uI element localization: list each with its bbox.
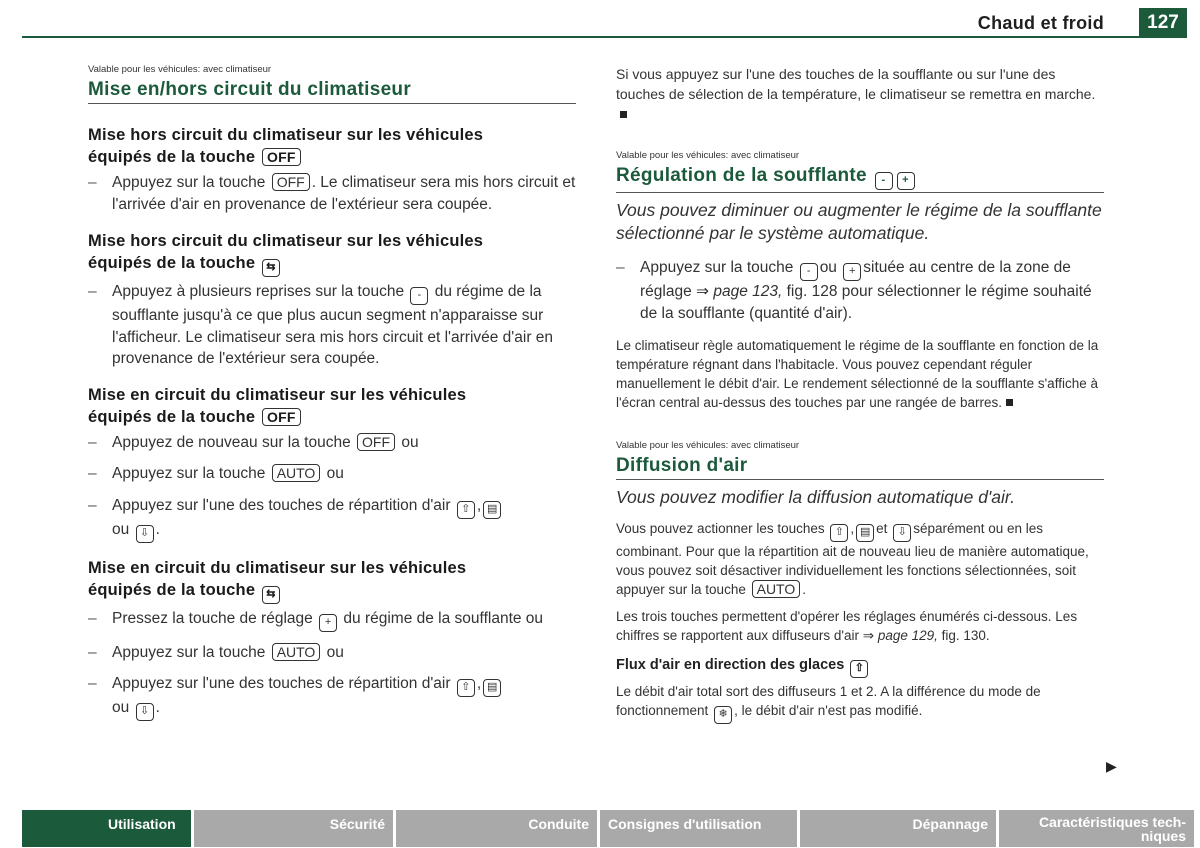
page-reference[interactable]: page 123, <box>713 283 783 300</box>
next-page-arrow-icon[interactable]: ▶ <box>1106 758 1117 774</box>
left-column <box>88 64 576 721</box>
section-title: Régulation de la soufflante - + <box>616 165 1104 193</box>
airflow-up-icon: ⇧ <box>850 660 868 678</box>
list-item: – Pressez la touche de réglage + du régime de la soufflante ou <box>88 608 576 632</box>
airflow-up-icon: ⇧ <box>830 524 848 542</box>
paragraph: Le débit d'air total sort des diffuseurs 1 et 2. A la différence du mode de fonctionnement ❄ , le débit d'air n'est pas modifié. <box>616 682 1104 724</box>
block-title: Mise en circuit du climatiseur sur les véhicules équipés de la touche ⇆ <box>88 557 576 604</box>
tab-consignes[interactable]: Consignes d'utilisation <box>600 810 797 847</box>
intro-paragraph: Si vous appuyez sur l'une des touches de la soufflante ou sur l'une des touches de sélection de la température, le climatiseur se remettra en marche. <box>616 64 1104 124</box>
minus-icon: - <box>800 263 818 281</box>
section-soufflante <box>616 150 1104 412</box>
auto-key: AUTO <box>272 464 321 482</box>
block-off-hors <box>88 124 576 215</box>
airflow-panel-icon: ▤ <box>483 501 501 519</box>
section-title-climatiseur: Mise en/hors circuit du climatiseur <box>88 79 576 104</box>
airflow-panel-icon: ▤ <box>856 524 874 542</box>
list-item: – Appuyez sur l'une des touches de répartition d'air ⇧ , ▤ ou ⇩ . <box>88 495 576 543</box>
header-rule <box>22 36 1139 38</box>
list-item: – Appuyez sur l'une des touches de répartition d'air ⇧ , ▤ ou ⇩ . <box>88 673 576 721</box>
plus-icon: + <box>319 614 337 632</box>
auto-key: AUTO <box>752 580 801 598</box>
section-title: Diffusion d'air <box>616 455 1104 480</box>
defrost-icon: ❄ <box>714 706 732 724</box>
off-key: OFF <box>357 433 395 451</box>
chapter-nav <box>22 810 1194 847</box>
airflow-up-icon: ⇧ <box>457 679 475 697</box>
block-recirc-hors <box>88 230 576 370</box>
applicability-note: Valable pour les véhicules: avec climatiseur <box>88 64 272 75</box>
end-marker <box>1006 399 1013 406</box>
airflow-down-icon: ⇩ <box>136 525 154 543</box>
off-key: OFF <box>262 148 301 166</box>
tab-utilisation[interactable]: Utilisation <box>22 810 191 847</box>
list-item: – Appuyez de nouveau sur la touche OFF ou <box>88 433 419 451</box>
airflow-up-icon: ⇧ <box>457 501 475 519</box>
applicability-note: Valable pour les véhicules: avec climatiseur <box>616 440 800 451</box>
end-marker <box>620 111 627 118</box>
plus-icon: + <box>897 172 915 190</box>
list-item: – Appuyez sur la touche AUTO ou <box>88 643 344 661</box>
page-reference[interactable]: page 129, <box>877 628 938 643</box>
subsection-title: Flux d'air en direction des glaces ⇧ <box>616 657 1104 678</box>
airflow-down-icon: ⇩ <box>136 703 154 721</box>
section-diffusion <box>616 440 1104 724</box>
section-intro: Vous pouvez modifier la diffusion automatique d'air. <box>616 487 1015 507</box>
airflow-panel-icon: ▤ <box>483 679 501 697</box>
off-key: OFF <box>262 408 301 426</box>
block-title: Mise hors circuit du climatiseur sur les véhicules équipés de la touche ⇆ <box>88 230 576 277</box>
list-item: – Appuyez sur la touche - ou + située au centre de la zone de réglage ⇒ page 123, fig. 128 pour sélectionner le régime souhaité de la soufflante (quantité d'air). <box>616 259 1092 322</box>
tab-conduite[interactable]: Conduite <box>396 810 597 847</box>
block-title: Mise en circuit du climatiseur sur les véhicules équipés de la touche OFF <box>88 385 467 426</box>
recirculation-car-icon: ⇆ <box>262 586 280 604</box>
minus-icon: - <box>410 287 428 305</box>
airflow-down-icon: ⇩ <box>893 524 911 542</box>
section-intro: Vous pouvez diminuer ou augmenter le régime de la soufflante sélectionné par le système automatique. <box>616 200 1102 243</box>
page-number: 127 <box>1139 8 1187 38</box>
paragraph: Les trois touches permettent d'opérer les réglages énumérés ci-dessous. Les chiffres se rapportent aux diffuseurs d'air ⇒ page 129, fig. 130. <box>616 609 1078 643</box>
list-item: – Appuyez à plusieurs reprises sur la touche - du régime de la soufflante jusqu'à ce que plus aucun segment n'apparaisse sur l'afficheur. Le climatiseur sera mis hors circuit et l'arrivée d'air en provenance de l'extérieur sera coupée. <box>88 283 554 367</box>
tab-caracteristiques[interactable]: Caractéristiques tech-niques <box>999 810 1194 847</box>
chapter-title: Chaud et froid <box>977 13 1104 33</box>
arrow-icon: ⇒ <box>862 628 875 643</box>
list-item: – Appuyez sur la touche OFF . Le climatiseur sera mis hors circuit et l'arrivée d'air en provenance de l'extérieur sera coupée. <box>88 174 576 213</box>
plus-icon: + <box>843 263 861 281</box>
block-off-en <box>88 384 576 543</box>
tab-depannage[interactable]: Dépannage <box>800 810 996 847</box>
paragraph: Le climatiseur règle automatiquement le régime de la soufflante en fonction de la température régnant dans l'habitacle. Vous pouvez cependant réguler manuellement le débit d'air. Le rendement sélectionné de la soufflante s'affiche à l'écran central au-dessus des touches par une rangée de barres. <box>616 338 1099 410</box>
applicability-note: Valable pour les véhicules: avec climatiseur <box>616 150 800 161</box>
minus-icon: - <box>875 172 893 190</box>
recirculation-car-icon: ⇆ <box>262 259 280 277</box>
list-item: – Appuyez sur la touche AUTO ou <box>88 465 344 482</box>
block-recirc-en <box>88 557 576 722</box>
paragraph: Vous pouvez actionner les touches ⇧ , ▤ et ⇩ séparément ou en les combinant. Pour que la répartition ait de nouveau lieu de manière automatique, vous pouvez soit désactiver individuellement les fonctions sélectionnées, soit appuyer sur la touche AUTO . <box>616 521 1089 597</box>
auto-key: AUTO <box>272 643 321 661</box>
right-column <box>616 64 1104 724</box>
arrow-icon: ⇒ <box>696 283 710 300</box>
tab-securite[interactable]: Sécurité <box>194 810 393 847</box>
block-title: Mise hors circuit du climatiseur sur les véhicules équipés de la touche OFF <box>88 126 484 166</box>
off-key: OFF <box>272 173 310 191</box>
